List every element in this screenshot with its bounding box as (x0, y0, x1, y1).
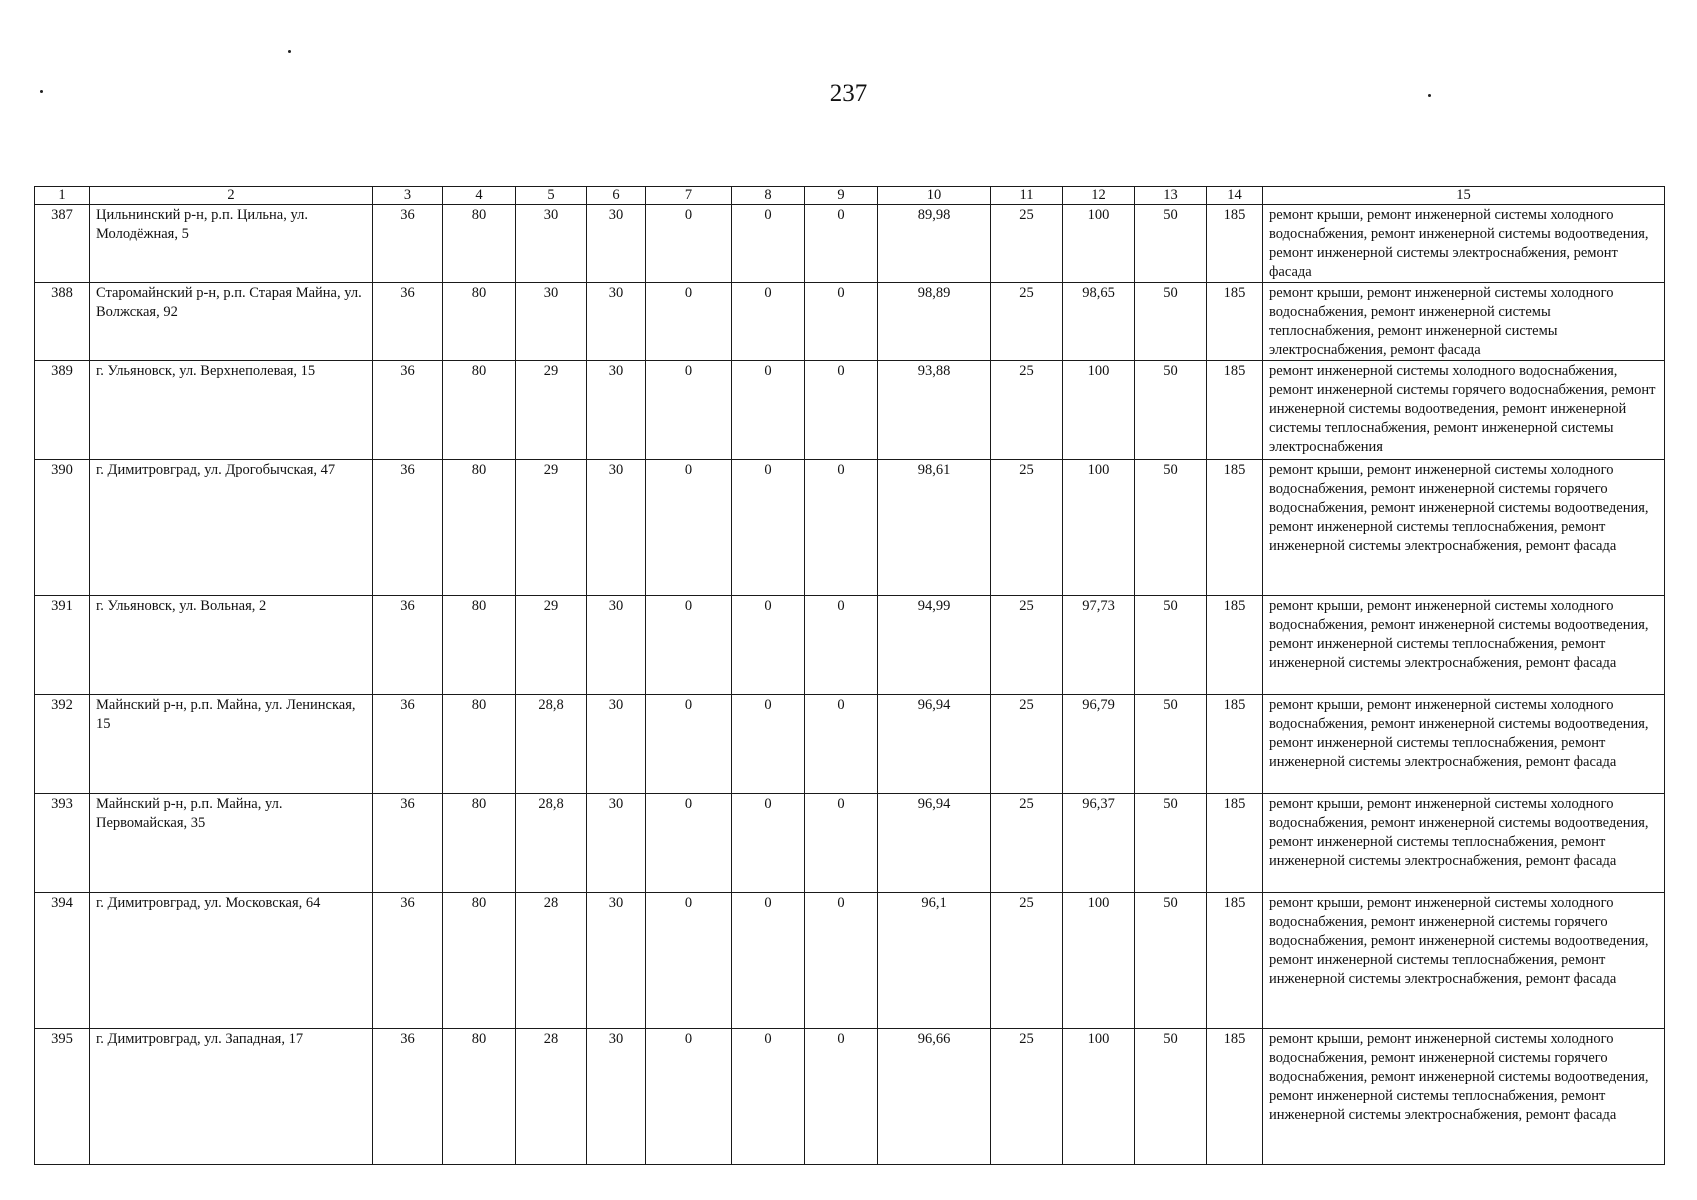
table-cell: 96,94 (878, 794, 991, 893)
row-number: 391 (35, 596, 90, 695)
table-cell: 25 (991, 460, 1063, 596)
page-number: 237 (829, 80, 868, 107)
table-cell: 185 (1207, 893, 1263, 1029)
table-cell: 80 (443, 1029, 516, 1165)
table-cell: 30 (587, 596, 646, 695)
works-cell: ремонт крыши, ремонт инженерной системы холодного водоснабжения, ремонт инженерной системы водоотведения, ремонт инженерной системы теплоснабжения, ремонт инженерной системы электроснабжения, ремонт фасада (1263, 695, 1665, 794)
works-cell: ремонт крыши, ремонт инженерной системы холодного водоснабжения, ремонт инженерной системы водоотведения, ремонт инженерной системы теплоснабжения, ремонт инженерной системы электроснабжения, ремонт фасада (1263, 596, 1665, 695)
table-cell: 25 (991, 695, 1063, 794)
table-cell: 80 (443, 794, 516, 893)
header-row (35, 187, 1665, 205)
table-cell: 96,1 (878, 893, 991, 1029)
table-cell: 0 (646, 695, 732, 794)
table-cell: 29 (516, 596, 587, 695)
table-cell: 80 (443, 283, 516, 361)
table-cell: 0 (805, 596, 878, 695)
scan-speck (40, 90, 43, 93)
table-cell: 29 (516, 460, 587, 596)
row-number: 395 (35, 1029, 90, 1165)
table-cell: 0 (646, 283, 732, 361)
works-cell: ремонт крыши, ремонт инженерной системы холодного водоснабжения, ремонт инженерной системы горячего водоснабжения, ремонт инженерной системы водоотведения, ремонт инженерной системы теплоснабжения, ремонт инженерной системы электроснабжения, ремонт фасада (1263, 1029, 1665, 1165)
table-cell: 36 (373, 1029, 443, 1165)
table-cell: 0 (646, 361, 732, 460)
column-header: 13 (1135, 187, 1207, 205)
table-cell: 96,79 (1063, 695, 1135, 794)
row-number: 394 (35, 893, 90, 1029)
column-header: 15 (1263, 187, 1665, 205)
table-row (35, 283, 1665, 361)
scan-speck (1428, 94, 1431, 97)
table-cell: 30 (587, 361, 646, 460)
scan-speck (288, 50, 291, 53)
table-cell: 50 (1135, 283, 1207, 361)
table-cell: 50 (1135, 361, 1207, 460)
column-header: 7 (646, 187, 732, 205)
column-header: 3 (373, 187, 443, 205)
table-cell: 25 (991, 205, 1063, 283)
table-cell: 185 (1207, 361, 1263, 460)
table-cell: 30 (587, 1029, 646, 1165)
address-cell: г. Ульяновск, ул. Верхнеполевая, 15 (90, 361, 373, 460)
table-cell: 36 (373, 283, 443, 361)
table-cell: 0 (805, 460, 878, 596)
table-cell: 185 (1207, 695, 1263, 794)
column-header: 10 (878, 187, 991, 205)
address-cell: г. Ульяновск, ул. Вольная, 2 (90, 596, 373, 695)
table-cell: 36 (373, 460, 443, 596)
table-cell: 25 (991, 361, 1063, 460)
column-header: 14 (1207, 187, 1263, 205)
table-cell: 29 (516, 361, 587, 460)
table-row (35, 1029, 1665, 1165)
table-cell: 96,37 (1063, 794, 1135, 893)
column-header: 1 (35, 187, 90, 205)
table-cell: 0 (805, 283, 878, 361)
table-cell: 0 (805, 695, 878, 794)
address-cell: г. Димитровград, ул. Западная, 17 (90, 1029, 373, 1165)
table-cell: 100 (1063, 361, 1135, 460)
table-row (35, 695, 1665, 794)
table-cell: 50 (1135, 794, 1207, 893)
column-header: 2 (90, 187, 373, 205)
column-header: 12 (1063, 187, 1135, 205)
table-cell: 96,66 (878, 1029, 991, 1165)
table-cell: 0 (732, 695, 805, 794)
table-cell: 36 (373, 695, 443, 794)
table-cell: 0 (732, 794, 805, 893)
table-cell: 30 (587, 460, 646, 596)
table-cell: 0 (646, 1029, 732, 1165)
table-cell: 0 (646, 893, 732, 1029)
table-cell: 50 (1135, 695, 1207, 794)
table-cell: 80 (443, 460, 516, 596)
table-cell: 36 (373, 361, 443, 460)
works-cell: ремонт крыши, ремонт инженерной системы холодного водоснабжения, ремонт инженерной системы теплоснабжения, ремонт инженерной системы электроснабжения, ремонт фасада (1263, 283, 1665, 361)
table-cell: 50 (1135, 596, 1207, 695)
table-cell: 36 (373, 205, 443, 283)
table-cell: 36 (373, 596, 443, 695)
row-number: 392 (35, 695, 90, 794)
address-cell: г. Димитровград, ул. Московская, 64 (90, 893, 373, 1029)
table-cell: 94,99 (878, 596, 991, 695)
works-cell: ремонт крыши, ремонт инженерной системы холодного водоснабжения, ремонт инженерной системы водоотведения, ремонт инженерной системы электроснабжения, ремонт фасада (1263, 205, 1665, 283)
column-header: 5 (516, 187, 587, 205)
address-cell: г. Димитровград, ул. Дрогобычская, 47 (90, 460, 373, 596)
table-cell: 0 (805, 1029, 878, 1165)
table-cell: 0 (732, 460, 805, 596)
table-cell: 0 (805, 893, 878, 1029)
table-cell: 80 (443, 205, 516, 283)
works-cell: ремонт инженерной системы холодного водоснабжения, ремонт инженерной системы горячего водоснабжения, ремонт инженерной системы водоотведения, ремонт инженерной системы теплоснабжения, ремонт инженерной системы электроснабжения (1263, 361, 1665, 460)
row-number: 388 (35, 283, 90, 361)
table-cell: 100 (1063, 205, 1135, 283)
table-cell: 0 (732, 596, 805, 695)
table-cell: 30 (516, 283, 587, 361)
table-cell: 36 (373, 893, 443, 1029)
table-cell: 30 (587, 794, 646, 893)
table-cell: 185 (1207, 1029, 1263, 1165)
works-cell: ремонт крыши, ремонт инженерной системы холодного водоснабжения, ремонт инженерной системы водоотведения, ремонт инженерной системы теплоснабжения, ремонт инженерной системы электроснабжения, ремонт фасада (1263, 794, 1665, 893)
table-row (35, 361, 1665, 460)
table-cell: 100 (1063, 1029, 1135, 1165)
table-cell: 185 (1207, 205, 1263, 283)
table-cell: 50 (1135, 205, 1207, 283)
table-cell: 28,8 (516, 794, 587, 893)
column-header: 11 (991, 187, 1063, 205)
address-cell: Старомайнский р-н, р.п. Старая Майна, ул. Волжская, 92 (90, 283, 373, 361)
works-cell: ремонт крыши, ремонт инженерной системы холодного водоснабжения, ремонт инженерной системы горячего водоснабжения, ремонт инженерной системы водоотведения, ремонт инженерной системы теплоснабжения, ремонт инженерной системы электроснабжения, ремонт фасада (1263, 893, 1665, 1029)
repair-program-table (34, 186, 1665, 1165)
table-cell: 25 (991, 893, 1063, 1029)
table-cell: 30 (587, 695, 646, 794)
table-cell: 185 (1207, 596, 1263, 695)
table-cell: 50 (1135, 893, 1207, 1029)
row-number: 393 (35, 794, 90, 893)
table-cell: 50 (1135, 460, 1207, 596)
table-cell: 0 (732, 283, 805, 361)
column-header: 4 (443, 187, 516, 205)
table-cell: 80 (443, 695, 516, 794)
table-cell: 96,94 (878, 695, 991, 794)
table-row (35, 205, 1665, 283)
row-number: 387 (35, 205, 90, 283)
table-cell: 97,73 (1063, 596, 1135, 695)
row-number: 389 (35, 361, 90, 460)
table-cell: 25 (991, 794, 1063, 893)
table-cell: 28 (516, 893, 587, 1029)
table-cell: 0 (646, 794, 732, 893)
table-cell: 98,89 (878, 283, 991, 361)
table-cell: 185 (1207, 460, 1263, 596)
address-cell: Майнский р-н, р.п. Майна, ул. Первомайская, 35 (90, 794, 373, 893)
table-row (35, 893, 1665, 1029)
address-cell: Цильнинский р-н, р.п. Цильна, ул. Молодёжная, 5 (90, 205, 373, 283)
table-cell: 100 (1063, 893, 1135, 1029)
table-cell: 80 (443, 361, 516, 460)
table-cell: 0 (732, 893, 805, 1029)
table-cell: 30 (587, 205, 646, 283)
table-cell: 80 (443, 596, 516, 695)
table-row (35, 460, 1665, 596)
table-cell: 93,88 (878, 361, 991, 460)
column-header: 8 (732, 187, 805, 205)
table-cell: 36 (373, 794, 443, 893)
table-cell: 25 (991, 1029, 1063, 1165)
table-cell: 98,61 (878, 460, 991, 596)
address-cell: Майнский р-н, р.п. Майна, ул. Ленинская, 15 (90, 695, 373, 794)
table-cell: 0 (732, 205, 805, 283)
table-cell: 30 (587, 283, 646, 361)
column-header: 9 (805, 187, 878, 205)
table-cell: 0 (805, 205, 878, 283)
table-cell: 98,65 (1063, 283, 1135, 361)
table-cell: 0 (805, 794, 878, 893)
table-cell: 0 (805, 361, 878, 460)
works-cell: ремонт крыши, ремонт инженерной системы холодного водоснабжения, ремонт инженерной системы горячего водоснабжения, ремонт инженерной системы водоотведения, ремонт инженерной системы теплоснабжения, ремонт инженерной системы электроснабжения, ремонт фасада (1263, 460, 1665, 596)
table-cell: 0 (732, 1029, 805, 1165)
table-cell: 25 (991, 283, 1063, 361)
table-cell: 89,98 (878, 205, 991, 283)
table-cell: 0 (646, 205, 732, 283)
table-cell: 28,8 (516, 695, 587, 794)
table-cell: 185 (1207, 794, 1263, 893)
table-cell: 30 (587, 893, 646, 1029)
table-cell: 28 (516, 1029, 587, 1165)
table-cell: 30 (516, 205, 587, 283)
table-cell: 0 (646, 460, 732, 596)
table-cell: 0 (732, 361, 805, 460)
row-number: 390 (35, 460, 90, 596)
column-header: 6 (587, 187, 646, 205)
table-cell: 80 (443, 893, 516, 1029)
table-cell: 50 (1135, 1029, 1207, 1165)
table-cell: 100 (1063, 460, 1135, 596)
table-row (35, 794, 1665, 893)
table-cell: 0 (646, 596, 732, 695)
table-cell: 185 (1207, 283, 1263, 361)
table-row (35, 596, 1665, 695)
table-cell: 25 (991, 596, 1063, 695)
